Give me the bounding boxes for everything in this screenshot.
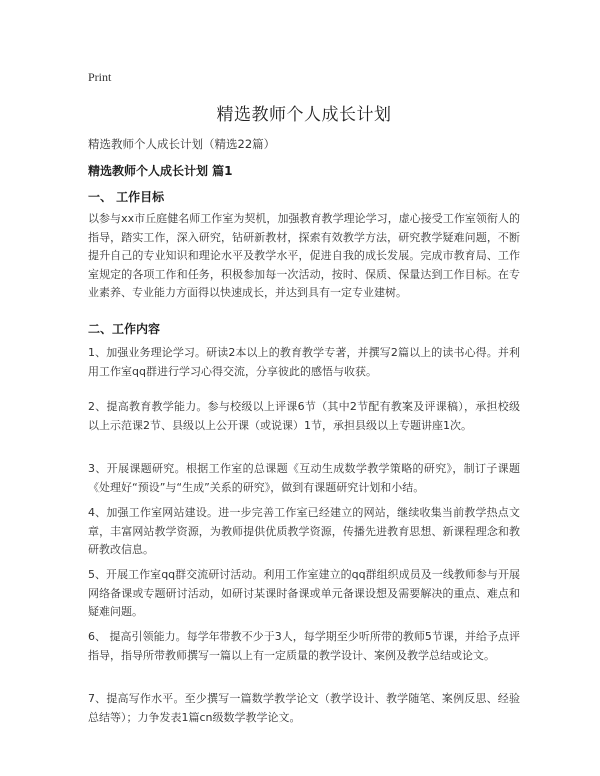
document-subtitle: 精选教师个人成长计划（精选22篇） — [88, 137, 276, 151]
page-title: 精选教师个人成长计划 — [216, 105, 392, 125]
list-item: 6、 提高引领能力。每学年带教不少于3人，每学期至少听所带的教师5节课，并给予点评指导，指导所带教师撰写一篇以上有一定质量的教学设计、案例及教学总结或论文。 — [88, 630, 520, 662]
list-item: 5、开展工作室qq群交流研讨活动。利用工作室建立的qq群组织成员及一线教师参与开展网络备课或专题研讨活动，如研讨某课时备课或单元备课设想及需要解决的重点、难点和疑难问题。 — [88, 568, 520, 618]
list-item: 2、提高教育教学能力。参与校级以上评课6节（其中2节配有教案及评课稿），承担校级以上示范课2节、县级以上公开课（或说课）1节，承担县级以上专题讲座1次。 — [88, 400, 520, 432]
section-heading-content: 二、工作内容 — [88, 322, 161, 336]
section-heading-goals: 一、 工作目标 — [88, 190, 165, 204]
list-item: 7、提高写作水平。至少撰写一篇数学教学论文（教学设计、教学随笔、案例反思、经验总结等）；力争发表1篇cn级数学教学论文。 — [88, 692, 520, 724]
list-item: 4、加强工作室网站建设。进一步完善工作室已经建立的网站，继续收集当前教学热点文章，丰富网站教学资源，为教师提供优质教学资源，传播先进教育思想、新课程理念和教研教改信息。 — [88, 506, 520, 556]
paragraph-goals: 以参与xx市丘庭健名师工作室为契机，加强教育教学理论学习，虚心接受工作室领衔人的指导，踏实工作，深入研究，钻研新教材，探索有效教学方法，研究教学疑难问题，不断提升自己的专业知识和理论水平及教学水平，促进自我的成长发展。完成市教育局、工作室规定的各项工作和任务，积极参加每一次活动，按时、保质、保量达到工作目标。在专业素养、专业能力方面得以快速成长，并达到具有一定专业建树。 — [88, 212, 520, 299]
list-item: 3、开展课题研究。根据工作室的总课题《互动生成数学教学策略的研究》，制订子课题《处理好“预设”与“生成”关系的研究》，做到有课题研究计划和小结。 — [88, 462, 520, 494]
list-item: 1、加强业务理论学习。研读2本以上的教育教学专著，并撰写2篇以上的读书心得。并利用工作室qq群进行学习心得交流，分享彼此的感悟与收获。 — [88, 346, 520, 378]
article-heading: 精选教师个人成长计划 篇1 — [88, 164, 233, 178]
print-label: Print — [88, 70, 112, 84]
